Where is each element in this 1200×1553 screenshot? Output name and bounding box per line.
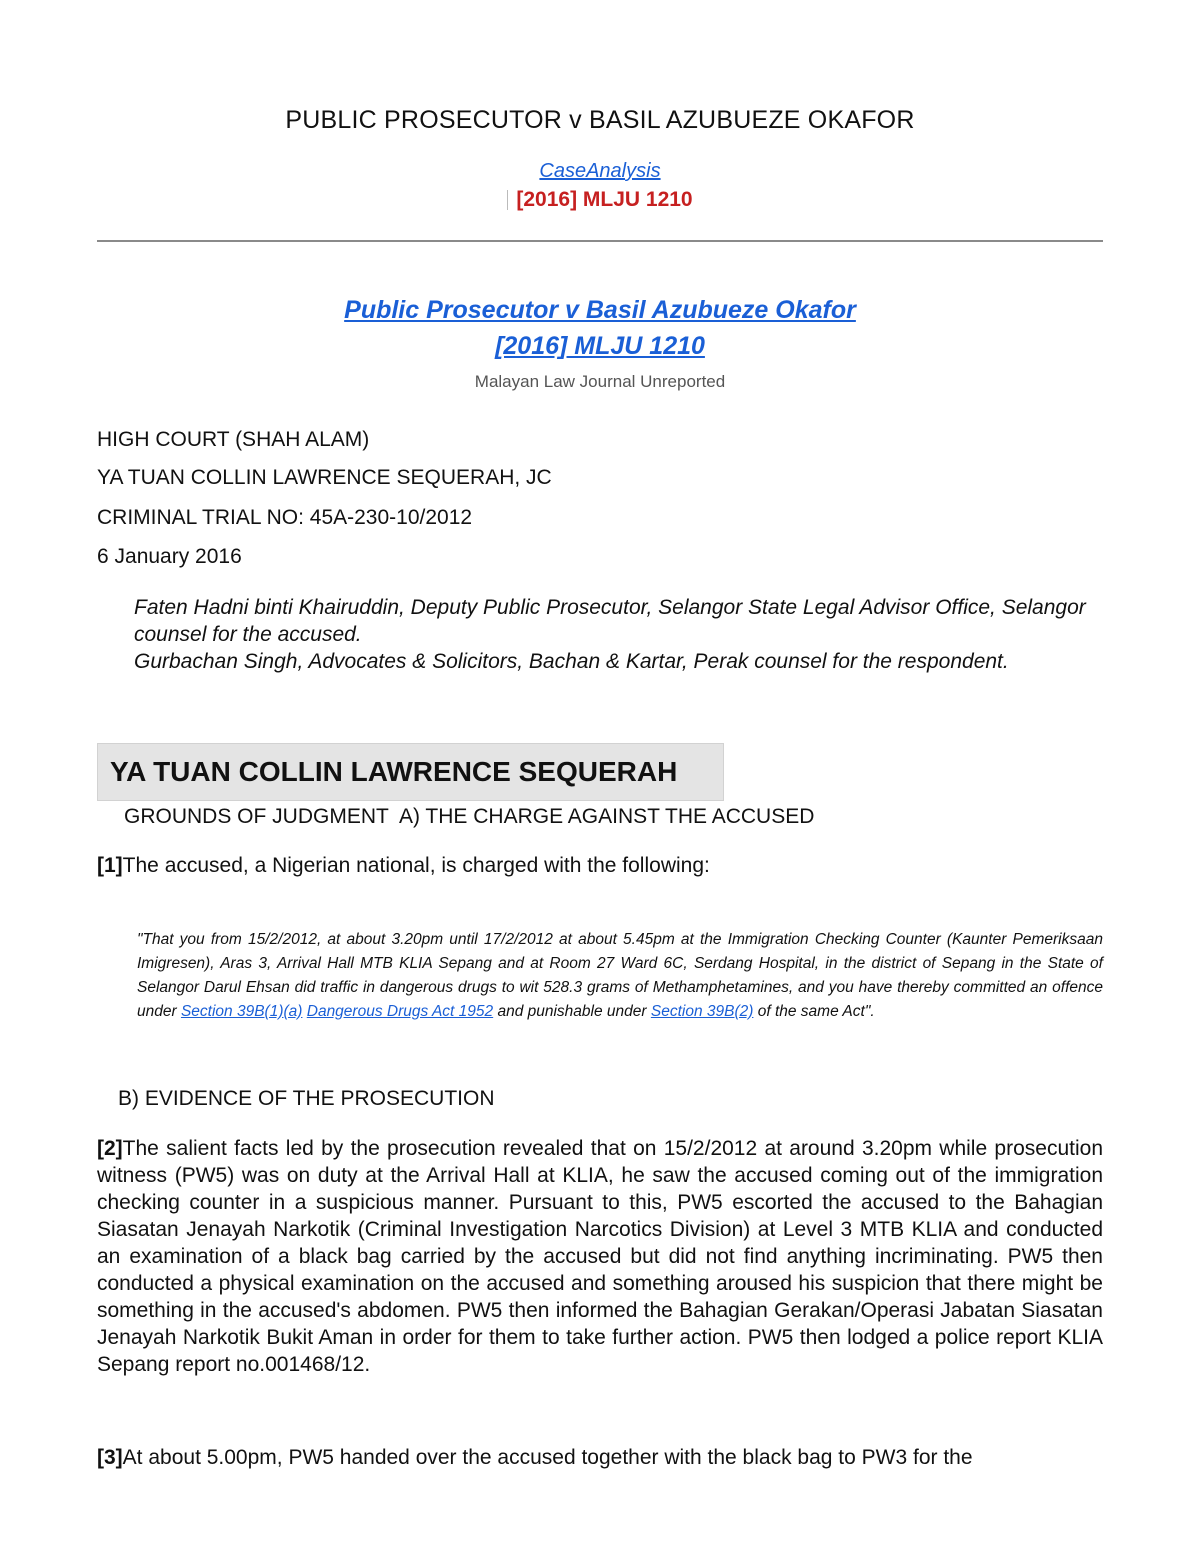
paragraph-number: [2] [97, 1137, 123, 1160]
citation-separator [507, 190, 508, 210]
prosecution-counsel: Faten Hadni binti Khairuddin, Deputy Public Prosecutor, Selangor State Legal Advisor Office, Selangor counsel for the accused. [134, 596, 1086, 646]
paragraph-number: [1] [97, 854, 123, 877]
judge-heading-box [97, 743, 724, 801]
header-citation-text: [2016] MLJU 1210 [516, 188, 693, 211]
paragraph-3 [97, 1444, 1103, 1471]
quote-text: "That you from 15/2/2012, at about 3.20pm until 17/2/2012 at about 5.45pm at the Immigration Checking Counter (Kaunter Pemeriksaan Imigresen), Aras 3, Arrival Hall MTB KLIA Sepang and at Room 27 Ward 6C, Serdang Hospital, in the district of Sepang in the State of Selangor Darul Ehsan did traffic in dangerous drugs to wit 528.3 grams of Methamphetamines, and you have thereby committed an offence under [137, 931, 1103, 1020]
case-analysis-link[interactable]: CaseAnalysis [539, 160, 661, 182]
section-b-heading: B) EVIDENCE OF THE PROSECUTION [118, 1087, 495, 1110]
judge-name: YA TUAN COLLIN LAWRENCE SEQUERAH, JC [97, 466, 552, 489]
paragraph-number: [3] [97, 1446, 123, 1469]
paragraph-text: The accused, a Nigerian national, is charged with the following: [122, 854, 710, 877]
header-citation [0, 188, 1200, 212]
counsel-block [134, 594, 1109, 675]
judge-heading: YA TUAN COLLIN LAWRENCE SEQUERAH [110, 756, 678, 787]
quote-text: of the same Act". [753, 1003, 875, 1020]
dangerous-drugs-act-link[interactable]: Dangerous Drugs Act 1952 [306, 1003, 494, 1020]
defence-counsel: Gurbachan Singh, Advocates & Solicitors, Bachan & Kartar, Perak counsel for the respondent. [134, 650, 1009, 673]
journal-name: Malayan Law Journal Unreported [474, 372, 726, 391]
trial-number: CRIMINAL TRIAL NO: 45A-230-10/2012 [97, 506, 473, 529]
paragraph-text: At about 5.00pm, PW5 handed over the accused together with the black bag to PW3 for the [122, 1446, 973, 1469]
judgment-date: 6 January 2016 [97, 545, 242, 568]
header-divider [97, 240, 1103, 242]
case-title-link[interactable]: Public Prosecutor v Basil Azubueze Okafor [344, 296, 856, 324]
paragraph-1 [97, 852, 1103, 879]
grounds-heading: GROUNDS OF JUDGMENT A) THE CHARGE AGAINST THE ACCUSED [124, 805, 815, 828]
quote-text: and punishable under [493, 1003, 651, 1020]
paragraph-text: The salient facts led by the prosecution revealed that on 15/2/2012 at around 3.20pm while prosecution witness (PW5) was on duty at the Arrival Hall at KLIA, he saw the accused coming out of the immigration checking counter in a suspicious manner. Pursuant to this, PW5 escorted the accused to the Bahagian Siasatan Jenayah Narkotik (Criminal Investigation Narcotics Division) at Level 3 MTB KLIA and conducted an examination of a black bag carried by the accused but did not find anything incriminating. PW5 then conducted a physical examination on the accused and something aroused his suspicion that there might be something in the accused's abdomen. PW5 then informed the Bahagian Gerakan/Operasi Jabatan Siasatan Jenayah Narkotik Bukit Aman in order for them to take further action. PW5 then lodged a police report KLIA Sepang report no.001468/12. [97, 1137, 1103, 1376]
case-citation-link[interactable]: [2016] MLJU 1210 [495, 332, 705, 360]
paragraph-2 [97, 1135, 1103, 1378]
section-39b2-link[interactable]: Section 39B(2) [650, 1003, 754, 1020]
charge-quote [137, 928, 1103, 1024]
court-name: HIGH COURT (SHAH ALAM) [97, 428, 370, 451]
document-title: PUBLIC PROSECUTOR v BASIL AZUBUEZE OKAFOR [285, 106, 915, 134]
section-39b1a-link[interactable]: Section 39B(1)(a) [180, 1003, 303, 1020]
